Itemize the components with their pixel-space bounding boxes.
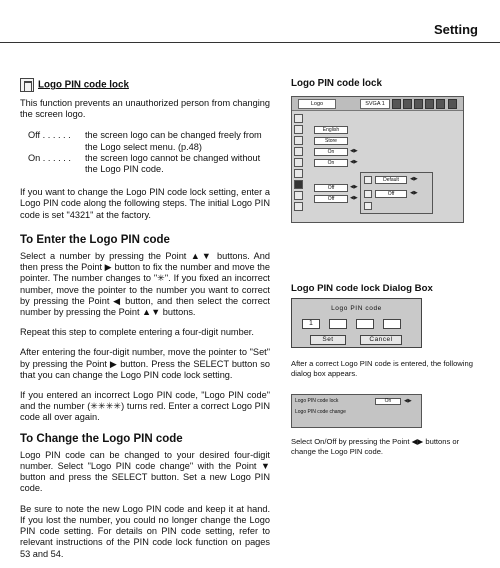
pin-digit-4[interactable] xyxy=(383,319,401,329)
toolbar-icon-2 xyxy=(403,99,412,109)
option-desc-off: the screen logo can be changed freely from the Logo select menu. (p.48) xyxy=(85,130,262,152)
toolbar-icon-3 xyxy=(414,99,423,109)
left-right-arrows-icon: ◀▶ xyxy=(410,176,418,182)
toolbar-icon-5 xyxy=(436,99,445,109)
dialog-box-title: Logo PIN code lock Dialog Box xyxy=(291,283,433,294)
menu-value-store[interactable]: Store xyxy=(314,137,348,145)
sidebar-icon[interactable] xyxy=(294,158,303,167)
toolbar-icon-6 xyxy=(448,99,457,109)
panel-lock-value[interactable]: On xyxy=(375,398,401,405)
left-column xyxy=(20,78,270,560)
left-right-arrows-icon: ◀▶ xyxy=(410,190,418,196)
left-right-arrows-icon: ◀▶ xyxy=(404,398,412,404)
change-heading: To Change the Logo PIN code xyxy=(20,432,183,445)
left-right-arrows-icon: ◀▶ xyxy=(350,195,358,201)
option-desc-on: the screen logo cannot be changed without the Logo PIN code. xyxy=(85,152,261,175)
panel-note: Select On/Off by pressing the Point ◀▶ buttons or change the Logo PIN code. xyxy=(291,437,460,456)
sidebar-icon[interactable] xyxy=(294,114,303,123)
lock-menu-title: Logo PIN code lock xyxy=(291,78,382,89)
logo-select-icon xyxy=(364,176,372,184)
section-title: Logo PIN code lock xyxy=(38,79,129,91)
option-term-off: Off . . . . . . xyxy=(28,130,71,141)
set-button[interactable]: Set xyxy=(310,335,346,345)
enter-paragraph-2: Repeat this step to complete entering a four-digit number. xyxy=(20,327,254,338)
submenu-value-default[interactable]: Default xyxy=(375,176,407,184)
page-header-title: Setting xyxy=(433,22,478,37)
change-setting-paragraph: If you want to change the Logo PIN code lock setting, enter a Logo PIN code along the following steps. The initial Logo PIN code is set "4321" at the factory. xyxy=(20,187,270,220)
setting-menu-screenshot xyxy=(291,96,464,223)
sidebar-icon[interactable] xyxy=(294,125,303,134)
menu-tab-svga[interactable]: SVGA 1 xyxy=(360,99,390,109)
menu-value-language[interactable]: English xyxy=(314,126,348,134)
left-right-arrows-icon: ◀▶ xyxy=(350,159,358,165)
menu-value-on-2[interactable]: On xyxy=(314,159,348,167)
submenu-value-off[interactable]: Off xyxy=(375,190,407,198)
logo-lock-icon xyxy=(20,78,34,92)
pin-digit-3[interactable] xyxy=(356,319,374,329)
option-term-on: On . . . . . . xyxy=(28,152,71,163)
pin-digit-1[interactable]: 1 xyxy=(302,319,320,329)
panel-row-lock-label: Logo PIN code lock xyxy=(295,398,339,404)
sidebar-icon[interactable] xyxy=(294,169,303,178)
pin-lock-icon xyxy=(364,190,372,198)
toolbar-icon-4 xyxy=(425,99,434,109)
enter-paragraph-4: If you entered an incorrect Logo PIN code, "Logo PIN code" and the number (✳✳✳✳) turns red. Enter a correct Logo PIN code all over again. xyxy=(20,390,270,423)
change-paragraph-2: Be sure to note the new Logo PIN code and keep it at hand. If you lost the number, you could no longer change the Logo PIN code setting. For details on PIN code setting, refer to relevant instructions of the PIN code lock function on pages 53 and 54. xyxy=(20,503,270,559)
sidebar-icon[interactable] xyxy=(294,202,303,211)
enter-heading: To Enter the Logo PIN code xyxy=(20,233,170,246)
menu-toolbar xyxy=(292,97,463,111)
menu-value-off-1[interactable]: Off xyxy=(314,184,348,192)
change-paragraph-1: Logo PIN code can be changed to your desired four-digit number. Select "Logo PIN code change" with the Point ▼ button and press the SELECT button. Set a new Logo PIN code. xyxy=(20,449,270,494)
pin-code-dialog xyxy=(291,298,422,348)
pin-change-icon xyxy=(364,202,372,210)
panel-row-change-label[interactable]: Logo PIN code change xyxy=(295,409,346,415)
menu-value-on-1[interactable]: On xyxy=(314,148,348,156)
pin-digit-2[interactable] xyxy=(329,319,347,329)
dialog-note: After a correct Logo PIN code is entered, the following dialog box appears. xyxy=(291,359,473,378)
sidebar-icon-selected[interactable] xyxy=(294,180,303,189)
pin-lock-setting-panel xyxy=(291,394,422,428)
option-list xyxy=(20,130,270,175)
section-title-row xyxy=(20,78,270,92)
right-column-title xyxy=(291,78,481,89)
toolbar-icon-1 xyxy=(392,99,401,109)
sidebar-icon[interactable] xyxy=(294,136,303,145)
menu-value-off-2[interactable]: Off xyxy=(314,195,348,203)
sidebar-icon[interactable] xyxy=(294,147,303,156)
intro-paragraph: This function prevents an unauthorized person from changing the screen logo. xyxy=(20,98,270,120)
enter-paragraph-1: Select a number by pressing the Point ▲▼ buttons. And then press the Point ▶ button to fix the number and move the pointer. The number changes to "✳". If you fixed an incorrect number, move the pointer to the number you want to correct by pressing the Point ◀ button, and then select the correct number by pressing the Point ▲▼ buttons. xyxy=(20,251,270,318)
dialog-header: Logo PIN code xyxy=(331,305,382,312)
logo-submenu xyxy=(360,172,433,214)
left-right-arrows-icon: ◀▶ xyxy=(350,184,358,190)
left-right-arrows-icon: ◀▶ xyxy=(350,148,358,154)
enter-paragraph-3: After entering the four-digit number, move the pointer to "Set" by pressing the Point ▶ button. Press the SELECT button so that you can change the Logo PIN code lock setting. xyxy=(20,347,270,380)
sidebar-icon[interactable] xyxy=(294,191,303,200)
menu-sidebar xyxy=(294,114,303,213)
menu-tab-logo[interactable]: Logo xyxy=(298,99,336,109)
header-divider xyxy=(0,42,500,43)
cancel-button[interactable]: Cancel xyxy=(360,335,402,345)
